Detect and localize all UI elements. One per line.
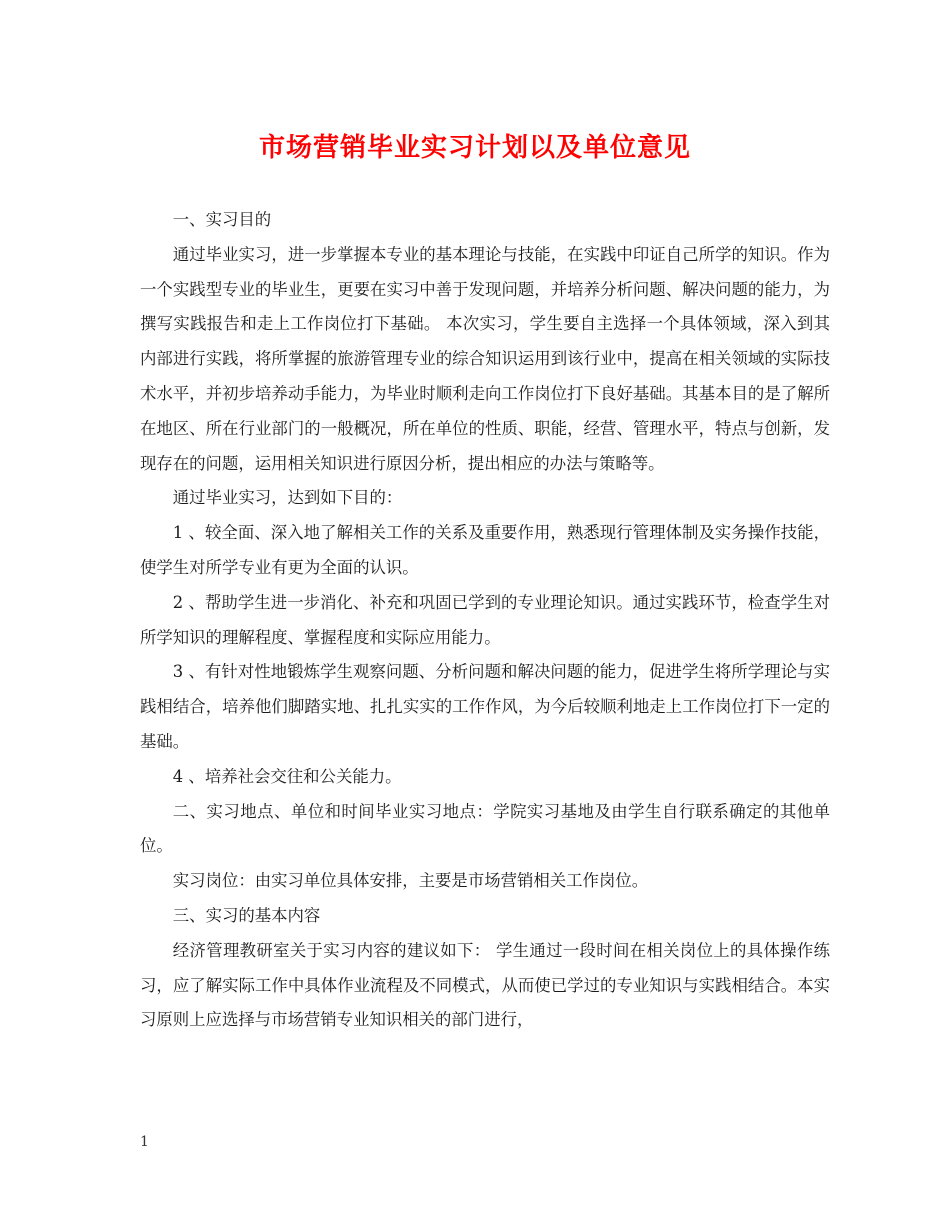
paragraph-internship-position: 实习岗位：由实习单位具体安排，主要是市场营销相关工作岗位。 [172, 871, 649, 891]
list-item-goal-3: 3 、有针对性地锻炼学生观察问题、分析问题和解决问题的能力，促进学生将所学理论与实践相结合，培养他们脚踏实地、扎扎实实的工作作风，为今后较顺利地走上工作岗位打下一定的基础。 [140, 662, 830, 751]
document-title: 市场营销毕业实习计划以及单位意见 [258, 133, 691, 163]
list-item-goal-2: 2 、帮助学生进一步消化、补充和巩固已学到的专业理论知识。通过实践环节，检查学生对所学知识的理解程度、掌握程度和实际应用能力。 [140, 592, 830, 647]
section-heading-location: 二、实习地点、单位和时间毕业实习地点：学院实习基地及由学生自行联系确定的其他单位。 [140, 801, 830, 856]
paragraph-content-suggestion: 经济管理教研室关于实习内容的建议如下： 学生通过一段时间在相关岗位上的具体操作练习，应了解实际工作中具体作业流程及不同模式，从而使已学过的专业知识与实践相结合。本实习原则上应选择与市场营销专业知识相关的部门进行， [140, 940, 830, 1030]
document-body [140, 203, 830, 1038]
page-number: 1 [140, 1134, 149, 1150]
section-heading-purpose: 一、实习目的 [172, 210, 272, 229]
list-item-goal-1: 1 、较全面、深入地了解相关工作的关系及重要作用，熟悉现行管理体制及实务操作技能，使学生对所学专业有更为全面的认识。 [140, 523, 830, 577]
list-item-goal-4: 4 、培养社会交往和公关能力。 [172, 766, 402, 786]
section-heading-content: 三、实习的基本内容 [172, 905, 321, 925]
paragraph-goals-intro: 通过毕业实习，达到如下目的： [172, 488, 403, 508]
paragraph-purpose-description: 通过毕业实习，进一步掌握本专业的基本理论与技能，在实践中印证自己所学的知识。作为一个实践型专业的毕业生，更要在实习中善于发现问题，并培养分析问题、解决问题的能力，为撰写实践报告和走上工作岗位打下基础。 本次实习，学生要自主选择一个具体领域，深入到其内部进行实践，将所掌握的旅游管理专业的综合知识运用到该行业中，提高在相关领域的实际技术水平，并初步培养动手能力，为毕业时顺利走向工作岗位打下良好基础。其基本目的是了解所在地区、所在行业部门的一般概况，所在单位的性质、职能，经营、管理水平，特点与创新，发现存在的问题，运用相关知识进行原因分析，提出相应的办法与策略等。 [140, 244, 830, 473]
